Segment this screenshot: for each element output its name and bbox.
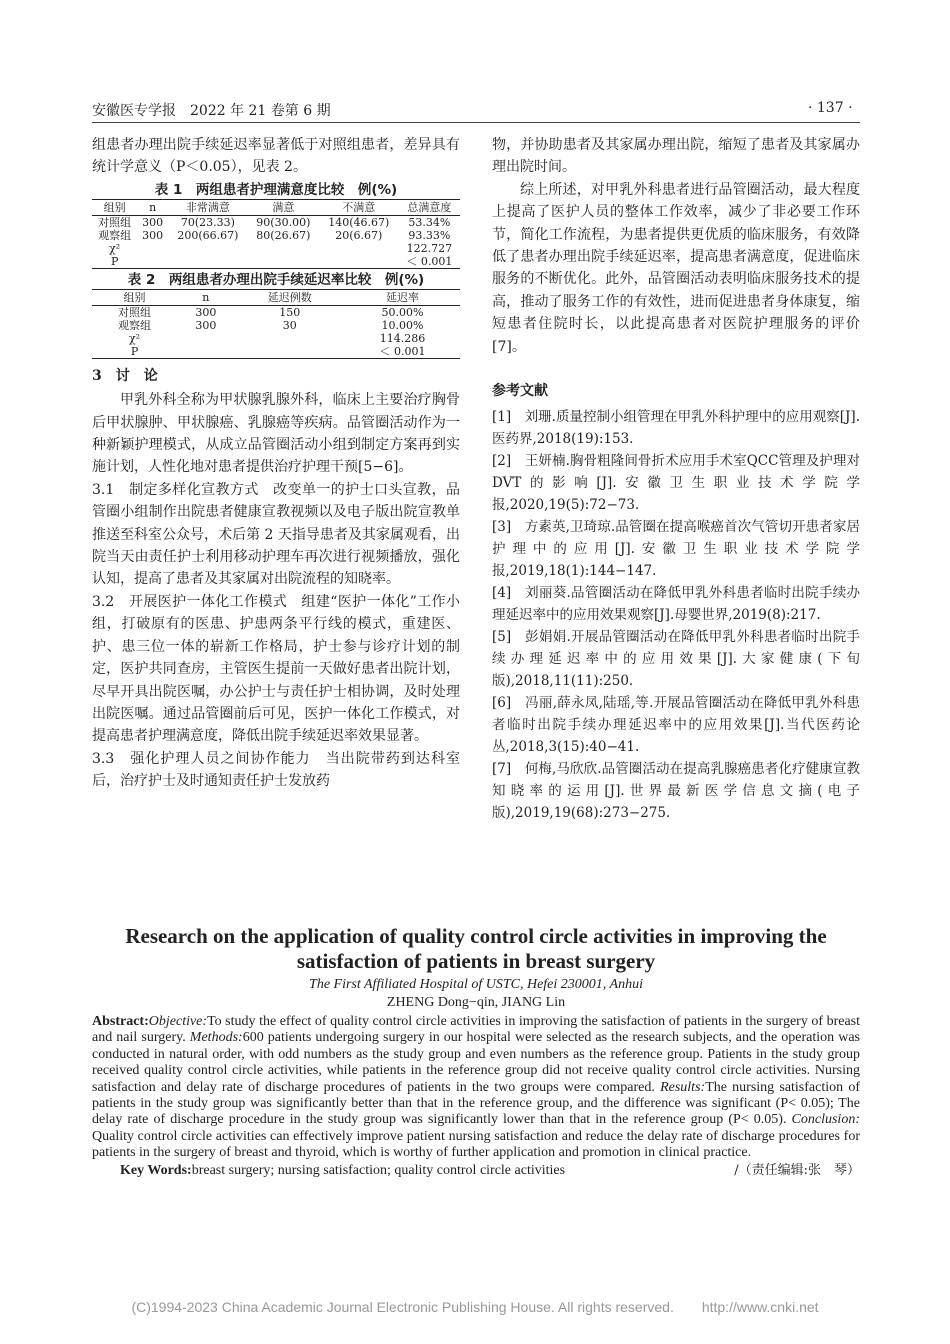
table-cell: 300 — [195, 305, 217, 319]
table-cell: 200(66.67) — [177, 228, 239, 242]
journal-header: 安徽医专学报 2022 年 21 卷第 6 期 — [92, 103, 331, 119]
subsection-3-1: 3.1 制定多样化宣教方式 改变单一的护士口头宣教，品管圈小组制作出院患者健康宣教视频以及电子版出院宣教单推送至科室公众号，术后第 2 天指导患者及其家属观看，出院当天由责任护士利用移动护理车再次进行视频播放，强化认知，提高了患者及其家属对出院流程的知晓率。 — [92, 481, 460, 588]
table-cell: 93.33% — [408, 228, 451, 242]
table-cell: 观察组 — [98, 228, 132, 242]
table-cell: 114.286 — [379, 331, 426, 345]
table-cell — [248, 242, 319, 255]
results-label: Results: — [660, 1079, 706, 1095]
conclusion-label: Conclusion: — [791, 1112, 860, 1128]
table-row — [92, 255, 460, 269]
english-title: Research on the application of quality control circle activities in improving the satisfaction of patients in breast surgery — [125, 924, 827, 973]
abstract-label: Abstract: — [92, 1014, 149, 1029]
conclusion-paragraph: 综上所述，对甲乳外科患者进行品管圈活动，最大程度上提高了医护人员的整体工作效率，减少了非必要工作环节，简化工作流程，为患者提供更优质的临床服务，有效降低了患者办理出院手续延迟率，提高患者满意度，促进临床服务的不断优化。此外，品管圈活动表明临床服务技术的提高，推动了服务工作的有效性，进而促进患者身体康复，缩短患者住院时长，以此提高患者对医院护理服务的评价[7]。 — [492, 181, 860, 355]
authors: ZHENG Dong−qin, JIANG Lin — [386, 995, 566, 1010]
english-abstract-block — [92, 924, 860, 1180]
table-row — [92, 305, 460, 319]
reference-item: [4] 刘丽葵.品管圈活动在降低甲乳外科患者临时出院手续办理延迟率中的应用效果观察[J].母婴世界,2019(8):217. — [492, 585, 860, 624]
table-cell: χ² — [129, 331, 141, 345]
copyright-footer: (C)1994-2023 China Academic Journal Electronic Publishing House. All rights reserved. http://www.cnki.net — [131, 1299, 819, 1315]
table-cell: 20(6.67) — [335, 228, 383, 242]
table-cell — [235, 332, 345, 345]
table-cell: 80(26.67) — [256, 228, 311, 242]
abstract — [92, 1014, 860, 1162]
reference-item: [5] 彭娟娟.开展品管圈活动在降低甲乳外科患者临时出院手续办理延迟率中的应用效果[J].大家健康(下旬版),2018,11(11):250. — [492, 629, 860, 690]
table1-header: 不满意 — [319, 199, 399, 215]
table2-header: 延迟率 — [345, 289, 460, 305]
table-cell — [137, 255, 168, 269]
table-row — [92, 332, 460, 345]
table1-caption: 表 1 两组患者护理满意度比较 例(%) — [154, 181, 398, 198]
table1 — [92, 199, 460, 269]
table1-header: 非常满意 — [168, 199, 248, 215]
keywords-label: Key Words: — [120, 1162, 192, 1178]
table-cell: 122.727 — [406, 241, 453, 255]
table-cell: 53.34% — [408, 215, 451, 229]
table-cell: 140(46.67) — [328, 215, 390, 229]
table1-header: 满意 — [248, 199, 319, 215]
methods-text: 600 patients undergoing surgery in our hospital were selected as the research subjects, and the operation was conducted in natural order, with odd numbers as the study group and even numbers as the reference group. Patients in the study group received quality control circle activities, while patients in the reference group did not receive quality control circle activities. Nursing satisfaction and delay rate of discharge procedures of patients in the two groups were compared. — [92, 1030, 860, 1095]
continued-paragraph: 物，并协助患者及其家属办理出院，缩短了患者及其家属办理出院时间。 — [492, 137, 860, 176]
table2-header: 组别 — [92, 289, 177, 305]
table-cell — [168, 242, 248, 255]
table-cell: 50.00% — [381, 305, 424, 319]
table-cell: 10.00% — [381, 318, 424, 332]
table-cell: 300 — [142, 228, 164, 242]
table-cell — [177, 332, 235, 345]
table-row — [92, 242, 460, 255]
table-row — [92, 345, 460, 359]
table-cell: 300 — [195, 318, 217, 332]
table-row — [92, 215, 460, 229]
table2-caption: 表 2 两组患者办理出院手续延迟率比较 例(%) — [127, 271, 425, 288]
table-cell — [248, 255, 319, 269]
table-cell: 观察组 — [118, 318, 152, 332]
table-cell — [235, 345, 345, 359]
table-row — [92, 229, 460, 242]
table2 — [92, 289, 460, 359]
table2-header: n — [177, 289, 235, 305]
conclusion-text: Quality control circle activities can effectively improve patient nursing satisfaction and reduce the delay rate of discharge procedures for patients in the surgery of breast and thyroid, which is worthy of further application and promotion in clinical practice. — [92, 1128, 860, 1161]
reference-item: [6] 冯丽,薛永凤,陆瑶,等.开展品管圈活动在降低甲乳外科患者临时出院手续办理延迟率中的应用效果[J].当代医药论丛,2018,3(15):40−41. — [492, 695, 860, 756]
results-paragraph: 组患者办理出院手续延迟率显著低于对照组患者，差异具有统计学意义（P＜0.05），见表 2。 — [92, 137, 460, 176]
header-rule — [92, 122, 860, 123]
section-heading: 3 讨 论 — [92, 367, 158, 384]
table-cell: 70(23.33) — [180, 215, 235, 229]
table1-header: 组别 — [92, 199, 137, 215]
table1-header: 总满意度 — [399, 199, 460, 215]
reference-item: [7] 何梅,马欣欣.品管圈活动在提高乳腺癌患者化疗健康宣教知晓率的运用[J].世界最新医学信息文摘(电子版),2019,19(68):273−275. — [492, 761, 860, 822]
keywords — [92, 1162, 860, 1180]
editor-note: /（责任编辑:张 琴） — [734, 1162, 860, 1178]
affiliation: The First Affiliated Hospital of USTC, Hefei 230001, Anhui — [309, 977, 643, 992]
table-row — [92, 319, 460, 332]
table2-header: 延迟例数 — [235, 289, 345, 305]
table-cell — [168, 255, 248, 269]
results-text: The nursing satisfaction of patients in the study group was significantly better than that in the reference group, and the difference was significant (P< 0.05); The delay rate of discharge procedure in the study group was significantly lower than that in the reference group (P< 0.05). — [92, 1079, 860, 1128]
reference-item: [2] 王妍楠.胸骨粗隆间骨折术应用手术室QCC管理及护理对DVT的影响[J].安徽卫生职业技术学院学报,2020,19(5):72−73. — [492, 453, 860, 514]
keywords-text: breast surgery; nursing satisfaction; quality control circle activities — [191, 1162, 566, 1178]
references-heading: 参考文献 — [492, 383, 548, 400]
table-cell: 对照组 — [98, 215, 132, 229]
page-number: · 137 · — [808, 100, 853, 116]
discussion-paragraph: 甲乳外科全称为甲状腺乳腺外科，临床上主要治疗胸骨后甲状腺肿、甲状腺癌、乳腺癌等疾病。品管圈活动作为一种新颖护理模式，从成立品管圈活动小组到制定方案再到实施计划，人性化地对患者提供治疗护理干预[5−6]。 — [92, 392, 460, 476]
table-cell: χ² — [109, 241, 121, 255]
table1-header: n — [137, 199, 168, 215]
objective-text: To study the effect of quality control circle activities in improving the satisfaction of patients in the surgery of breast and nail surgery. — [92, 1014, 860, 1046]
table-cell — [319, 242, 399, 255]
table-cell — [319, 255, 399, 269]
table-cell: 30 — [282, 318, 297, 332]
objective-label: Objective: — [148, 1014, 208, 1029]
table-cell — [137, 242, 168, 255]
table-cell: ＜ 0.001 — [345, 345, 460, 359]
table-cell: 对照组 — [118, 305, 152, 319]
table-cell: P — [92, 255, 137, 269]
subsection-3-2: 3.2 开展医护一体化工作模式 组建“医护一体化”工作小组，打破原有的医患、护患两条平行线的模式，重建医、护、患三位一体的崭新工作格局，护士参与诊疗计划的制定，医护共同查房，主管医生提前一天做好患者出院计划，尽早开具出院医嘱，办公护士与责任护士相协调，及时处理出院医嘱。通过品管圈前后可见，医护一体化工作模式，对提高患者护理满意度，降低出院手续延迟率效果显著。 — [92, 593, 460, 745]
reference-item: [1] 刘珊.质量控制小组管理在甲乳外科护理中的应用观察[J].医药界,2018(19):153. — [492, 409, 860, 448]
methods-label: Methods: — [189, 1030, 243, 1046]
table-cell: 150 — [279, 305, 301, 319]
table-cell: P — [92, 345, 177, 359]
reference-item: [3] 方素英,卫琦琼.品管圈在提高喉癌首次气管切开患者家居护理中的应用[J].安徽卫生职业技术学院学报,2019,18(1):144−147. — [492, 519, 860, 580]
left-column — [92, 134, 460, 793]
table-cell: ＜ 0.001 — [399, 255, 460, 269]
table-cell: 90(30.00) — [256, 215, 311, 229]
table-cell: 300 — [142, 215, 164, 229]
subsection-3-3: 3.3 强化护理人员之间协作能力 当出院带药到达科室后，治疗护士及时通知责任护士发放药 — [92, 750, 460, 790]
table-cell — [177, 345, 235, 359]
right-column — [492, 134, 860, 824]
